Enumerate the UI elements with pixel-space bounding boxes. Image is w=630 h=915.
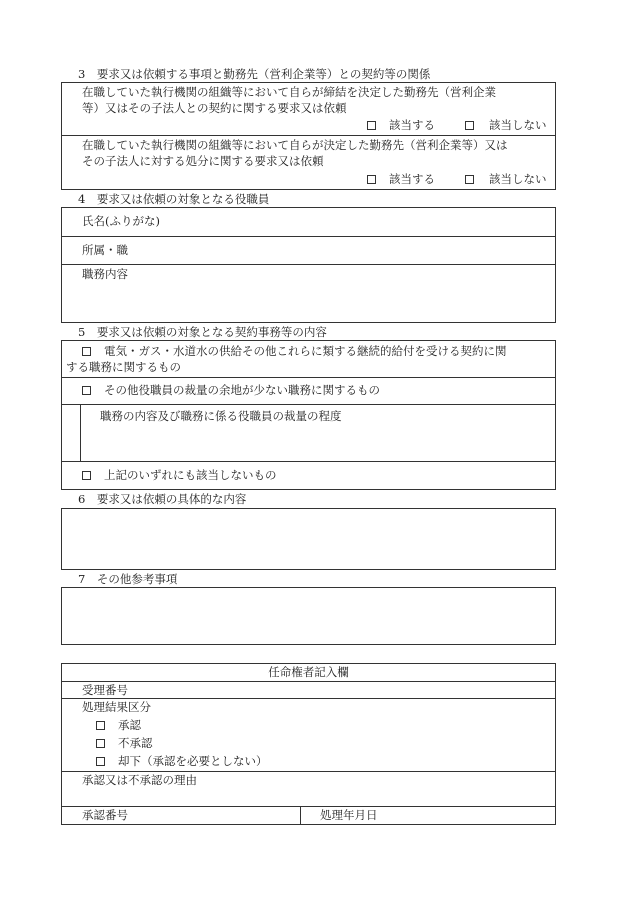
row2-not-applies-label: 該当しない: [489, 172, 547, 186]
dismiss-label: 却下（承認を必要としない）: [118, 754, 268, 768]
affiliation-field[interactable]: 所属・職: [82, 243, 128, 257]
row2-applies-checkbox[interactable]: [367, 175, 376, 184]
approve-label: 承認: [118, 718, 141, 732]
section-5-divider-3: [61, 461, 556, 462]
row1-not-applies-label: 該当しない: [489, 118, 547, 132]
section-3-row1-text-2: 等）又はその子法人との契約に関する要求又は依頼: [82, 101, 347, 115]
section-3-row2-text-1: 在職していた執行機関の組織等において自らが決定した勤務先（営利企業等）又は: [82, 138, 508, 152]
section-4-heading: 4 要求又は依頼の対象となる役職員: [78, 192, 270, 206]
section-3-heading: 3 要求又は依頼する事項と勤務先（営利企業等）との契約等の関係: [78, 67, 431, 81]
section-5-divider-2: [61, 404, 556, 405]
approval-number-field[interactable]: 承認番号: [82, 808, 128, 822]
section-5-divider-1: [61, 377, 556, 378]
option-utility-contract-checkbox[interactable]: [82, 347, 91, 356]
row2-applies-label: 該当する: [389, 172, 435, 186]
section-3-divider: [61, 135, 556, 136]
row1-applies-checkbox[interactable]: [367, 121, 376, 130]
option-none-text: 上記のいずれにも該当しないもの: [104, 468, 277, 482]
appointer-divider-3: [61, 771, 556, 772]
row2-not-applies-checkbox[interactable]: [465, 175, 474, 184]
appointer-divider-2: [61, 698, 556, 699]
option-none-checkbox[interactable]: [82, 471, 91, 480]
reason-field[interactable]: 承認又は不承認の理由: [82, 773, 197, 787]
appointer-divider-4: [61, 806, 556, 807]
approve-checkbox[interactable]: [96, 721, 105, 730]
section-4-divider-1: [61, 236, 556, 237]
section-4-divider-2: [61, 264, 556, 265]
section-6-heading: 6 要求又は依頼の具体的な内容: [78, 492, 247, 506]
option-low-discretion-checkbox[interactable]: [82, 386, 91, 395]
option-utility-contract-text-2: する職務に関するもの: [66, 360, 181, 374]
process-date-field[interactable]: 処理年月日: [320, 808, 378, 822]
appointer-divider-1: [61, 681, 556, 682]
name-field[interactable]: 氏名(ふりがな): [82, 214, 160, 228]
duties-field[interactable]: 職務内容: [82, 267, 128, 281]
reference-notes-box[interactable]: [61, 587, 556, 645]
appointer-table-title: 任命権者記入欄: [268, 665, 349, 679]
section-5-inner-left: [80, 404, 81, 461]
dismiss-checkbox[interactable]: [96, 757, 105, 766]
section-5-heading: 5 要求又は依頼の対象となる契約事務等の内容: [78, 325, 327, 339]
row1-applies-label: 該当する: [389, 118, 435, 132]
row1-not-applies-checkbox[interactable]: [465, 121, 474, 130]
request-details-box[interactable]: [61, 508, 556, 570]
disapprove-label: 不承認: [118, 736, 153, 750]
option-utility-contract-text-1: 電気・ガス・水道水の供給その他これらに類する継続的給付を受ける契約に関: [104, 344, 507, 358]
appointer-column-divider: [300, 806, 301, 825]
section-7-heading: 7 その他参考事項: [78, 572, 178, 586]
result-category-label: 処理結果区分: [82, 700, 151, 714]
duty-discretion-detail-label: 職務の内容及び職務に係る役職員の裁量の程度: [100, 409, 342, 423]
disapprove-checkbox[interactable]: [96, 739, 105, 748]
receipt-number-field[interactable]: 受理番号: [82, 683, 128, 697]
option-low-discretion-text: その他役職員の裁量の余地が少ない職務に関するもの: [104, 383, 380, 397]
section-3-row2-text-2: その子法人に対する処分に関する要求又は依頼: [82, 154, 324, 168]
section-3-row1-text-1: 在職していた執行機関の組織等において自らが締結を決定した勤務先（営利企業: [82, 85, 496, 99]
